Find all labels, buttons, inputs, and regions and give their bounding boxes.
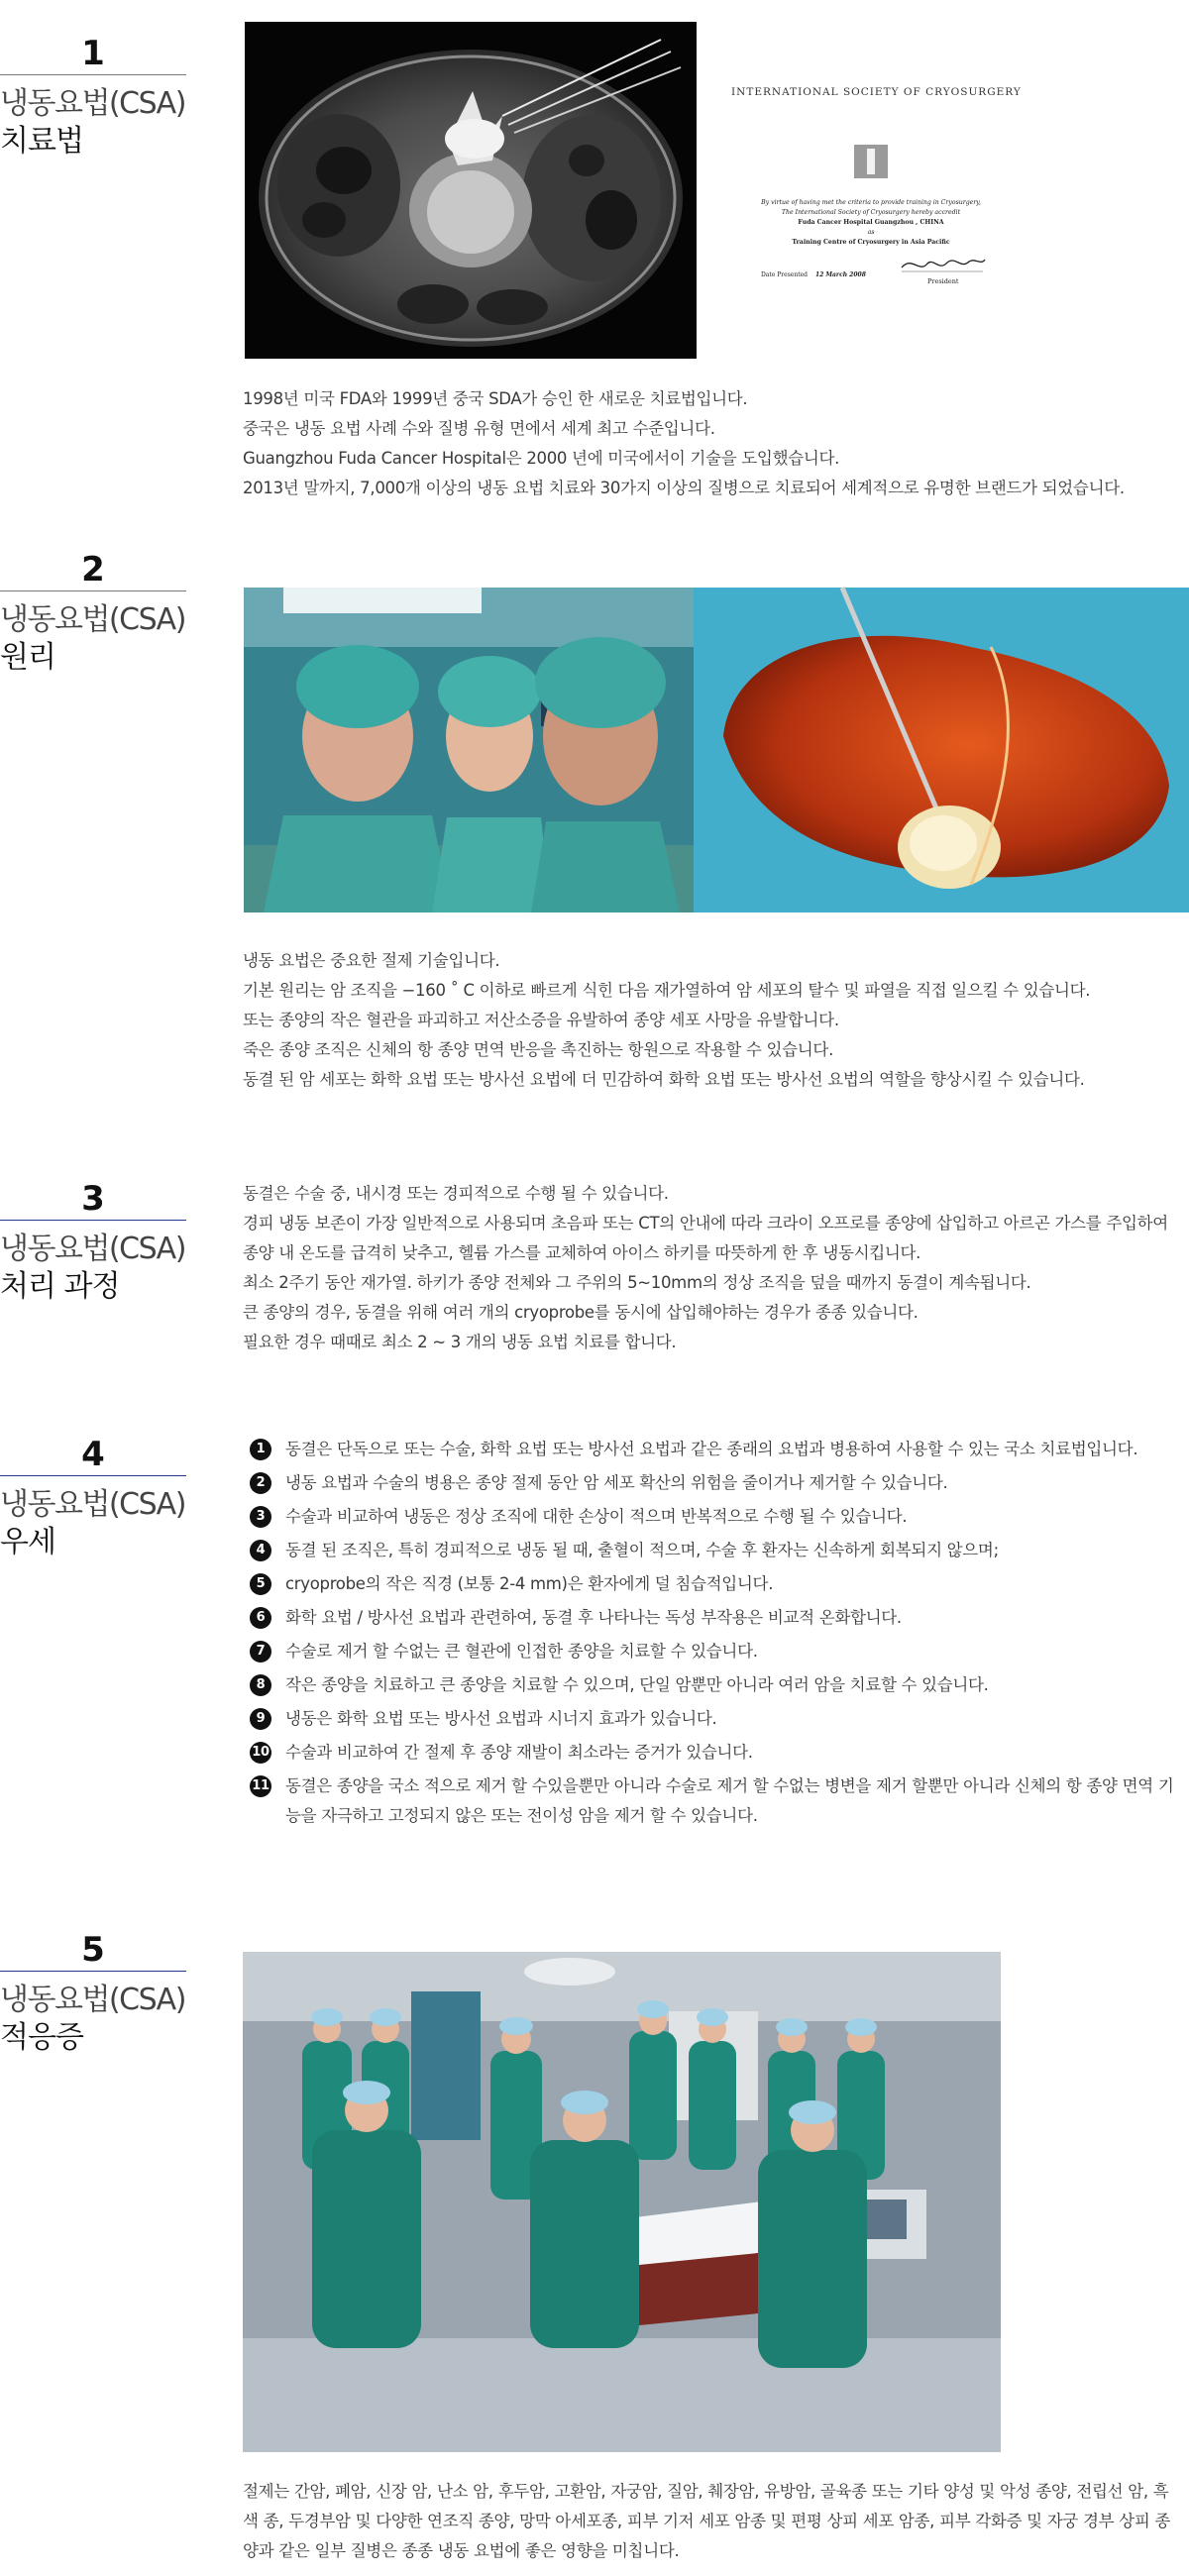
section-heading (0, 1930, 186, 2057)
list-item (244, 1771, 1175, 1831)
section-heading (0, 1435, 186, 1561)
liver-cryoprobe-image (694, 588, 1189, 912)
list-item (244, 1637, 1175, 1666)
certificate-body (731, 198, 1011, 248)
paragraph-line: 또는 종양의 작은 혈관을 파괴하고 저산소증을 유발하여 종양 세포 사망을 유발합니다. (243, 1011, 839, 1029)
section-subtitle: 치료법 (0, 124, 83, 159)
section-heading (0, 1179, 186, 1306)
surgeons-photo-graphic (244, 588, 694, 912)
section-number: 1 (81, 34, 105, 73)
paragraph-line: 필요한 경우 때때로 최소 2 ~ 3 개의 냉동 요법 치료를 합니다. (243, 1333, 677, 1351)
paragraph-line: 2013년 말까지, 7,000개 이상의 냉동 요법 치료와 30가지 이상의 질병으로 치료되어 세계적으로 유명한 브랜드가 되었습니다. (243, 479, 1125, 497)
section-5 (0, 1930, 1189, 2574)
certificate-line: Fuda Cancer Hospital Guangzhou , CHINA (798, 219, 944, 226)
certificate-line: By virtue of having met the criteria to provide training in Cryosurgery, (761, 199, 981, 206)
section-heading (0, 34, 186, 161)
ct-scan-image (245, 22, 697, 359)
section-text (243, 946, 1169, 1095)
list-item (244, 1704, 1175, 1734)
certificate-line: Training Centre of Cryosurgery in Asia Pacific (792, 239, 950, 246)
list-item-text: 냉동은 화학 요법 또는 방사선 요법과 시너지 효과가 있습니다. (285, 1709, 717, 1728)
section-subtitle: 원리 (0, 640, 55, 675)
section-number: 4 (81, 1435, 105, 1474)
section-3 (0, 1179, 1189, 1387)
section-number: 3 (81, 1179, 105, 1219)
number-badge: 4 (250, 1540, 271, 1561)
list-item (244, 1603, 1175, 1633)
certificate-line: as (867, 229, 875, 236)
heading-rule (0, 1220, 186, 1221)
list-item-text: 화학 요법 / 방사선 요법과 관련하여, 동결 후 나타나는 독성 부작용은 비교적 온화합니다. (285, 1608, 902, 1627)
number-badge: 11 (250, 1775, 271, 1797)
paragraph-line: 중국은 냉동 요법 사례 수와 질병 유형 면에서 세계 최고 수준입니다. (243, 419, 715, 438)
section-category: 냉동요법(CSA) (0, 1983, 185, 2017)
paragraph-line: 기본 원리는 암 조직을 −160 ˚ C 이하로 빠르게 식힌 다음 재가열하여 암 세포의 탈수 및 파열을 직접 일으킬 수 있습니다. (243, 981, 1091, 1000)
list-item (244, 1502, 1175, 1532)
list-item (244, 1670, 1175, 1700)
section-category: 냉동요법(CSA) (0, 602, 185, 637)
list-item (244, 1569, 1175, 1599)
liver-graphic (694, 588, 1189, 912)
paragraph-line: 냉동 요법은 중요한 절제 기술입니다. (243, 951, 500, 970)
number-badge: 1 (250, 1439, 271, 1460)
certificate-signer-title: President (927, 277, 959, 285)
list-item-text: 작은 종양을 치료하고 큰 종양을 치료할 수 있으며, 단일 암뿐만 아니라 여러 암을 치료할 수 있습니다. (285, 1675, 989, 1694)
ct-scan-graphic (245, 22, 697, 359)
list-item (244, 1536, 1175, 1565)
section-subtitle: 우세 (0, 1525, 55, 1559)
list-item-text: 냉동 요법과 수술의 병용은 종양 절제 동안 암 세포 확산의 위험을 줄이거나 제거할 수 있습니다. (285, 1473, 948, 1492)
paragraph-line: 큰 종양의 경우, 동결을 위해 여러 개의 cryoprobe를 동시에 삽입해야하는 경우가 종종 있습니다. (243, 1303, 919, 1322)
paragraph-line: 최소 2주기 동안 재가열. 하키가 종양 전체와 그 주위의 5~10mm의 정상 조직을 덮을 때까지 동결이 계속됩니다. (243, 1273, 1031, 1292)
section-heading (0, 550, 186, 677)
list-item-text: 수술과 비교하여 간 절제 후 종양 재발이 최소라는 증거가 있습니다. (285, 1743, 753, 1762)
number-badge: 5 (250, 1573, 271, 1595)
number-badge: 6 (250, 1607, 271, 1629)
number-badge: 10 (250, 1742, 271, 1764)
number-badge: 7 (250, 1641, 271, 1663)
number-badge: 2 (250, 1472, 271, 1494)
number-badge: 9 (250, 1708, 271, 1730)
section-number: 2 (81, 550, 105, 590)
certificate-title: INTERNATIONAL SOCIETY OF CRYOSURGERY (731, 86, 1022, 98)
certificate-line: The International Society of Cryosurgery hereby accredit (781, 209, 961, 216)
list-item (244, 1738, 1175, 1768)
heading-rule (0, 1971, 186, 1972)
number-badge: 8 (250, 1674, 271, 1696)
certificate-footer (761, 271, 866, 278)
list-item-text: 동결은 종양을 국소 적으로 제거 할 수있을뿐만 아니라 수술로 제거 할 수없는 병변을 제거 할뿐만 아니라 신체의 항 종양 면역 기능을 자극하고 고정되지 않은 또는 전이성 암을 제거 할 수 있습니다. (285, 1776, 1174, 1825)
surgeons-photo (244, 588, 694, 912)
list-item-text: 수술로 제거 할 수없는 큰 혈관에 인접한 종양을 치료할 수 있습니다. (285, 1642, 758, 1661)
society-emblem-mark (867, 149, 875, 174)
paragraph-line: 1998년 미국 FDA와 1999년 중국 SDA가 승인 한 새로운 치료법입니다. (243, 389, 748, 408)
list-item (244, 1468, 1175, 1498)
medical-team-photo (243, 1952, 1001, 2452)
section-subtitle: 적응증 (0, 2020, 83, 2055)
list-item-text: 동결은 단독으로 또는 수술, 화학 요법 또는 방사선 요법과 같은 종래의 요법과 병용하여 사용할 수 있는 국소 치료법입니다. (285, 1440, 1138, 1458)
heading-rule (0, 1475, 186, 1476)
section-text (243, 1179, 1169, 1357)
indications-text: 절제는 간암, 폐암, 신장 암, 난소 암, 후두암, 고환암, 자궁암, 질암, 췌장암, 유방암, 골육종 또는 기타 양성 및 악성 종양, 전립선 암, 흑색 종, 두경부암 및 다양한 연조직 종양, 망막 아세포종, 피부 기저 세포 암종 및 편평 상피 세포 암종, 피부 각화증 및 자궁 경부 상피 종양과 같은 일부 질병은 종종 냉동 요법에 좋은 영향을 미칩니다. (243, 2482, 1171, 2560)
section-1 (0, 0, 1189, 535)
section-category: 냉동요법(CSA) (0, 1487, 185, 1522)
paragraph-line: 동결 된 암 세포는 화학 요법 또는 방사선 요법에 더 민감하여 화학 요법 또는 방사선 요법의 역할을 향상시킬 수 있습니다. (243, 1070, 1085, 1089)
paragraph-line: Guangzhou Fuda Cancer Hospital은 2000 년에 미국에서이 기술을 도입했습니다. (243, 449, 840, 468)
list-item-text: cryoprobe의 작은 직경 (보통 2-4 mm)은 환자에게 덜 침습적입니다. (285, 1574, 774, 1593)
list-item-text: 동결 된 조직은, 특히 경피적으로 냉동 될 때, 출혈이 적으며, 수술 후 환자는 신속하게 회복되지 않으며; (285, 1541, 999, 1559)
heading-rule (0, 74, 186, 75)
certificate-date-label: Date Presented (761, 271, 809, 278)
section-2 (0, 550, 1189, 1115)
section-4 (0, 1435, 1189, 1851)
section-subtitle: 처리 과정 (0, 1269, 120, 1304)
section-category: 냉동요법(CSA) (0, 1232, 185, 1266)
list-item (244, 1435, 1175, 1464)
list-item-text: 수술과 비교하여 냉동은 정상 조직에 대한 손상이 적으며 반복적으로 수행 될 수 있습니다. (285, 1507, 908, 1526)
medical-team-graphic (243, 1952, 1001, 2452)
paragraph-line: 경피 냉동 보존이 가장 일반적으로 사용되며 초음파 또는 CT의 안내에 따라 크라이 오프로를 종양에 삽입하고 아르곤 가스를 주입하여 (243, 1214, 1168, 1233)
section-category: 냉동요법(CSA) (0, 86, 185, 121)
paragraph-line: 죽은 종양 조직은 신체의 항 종양 면역 반응을 촉진하는 항원으로 작용할 수 있습니다. (243, 1040, 834, 1059)
number-badge: 3 (250, 1506, 271, 1528)
heading-rule (0, 590, 186, 591)
cryosurgery-certificate (731, 86, 1022, 303)
paragraph-line: 동결은 수술 중, 내시경 또는 경피적으로 수행 될 수 있습니다. (243, 1184, 669, 1203)
certificate-date-value: 12 March 2008 (814, 271, 866, 278)
paragraph-line: 종양 내 온도를 급격히 낮추고, 헬륨 가스를 교체하여 아이스 하키를 따뜻하게 한 후 냉동시킵니다. (243, 1243, 921, 1262)
section-number: 5 (81, 1930, 105, 1970)
advantages-list (244, 1435, 1175, 1835)
president-signature (898, 254, 987, 275)
section-text (243, 384, 1169, 503)
